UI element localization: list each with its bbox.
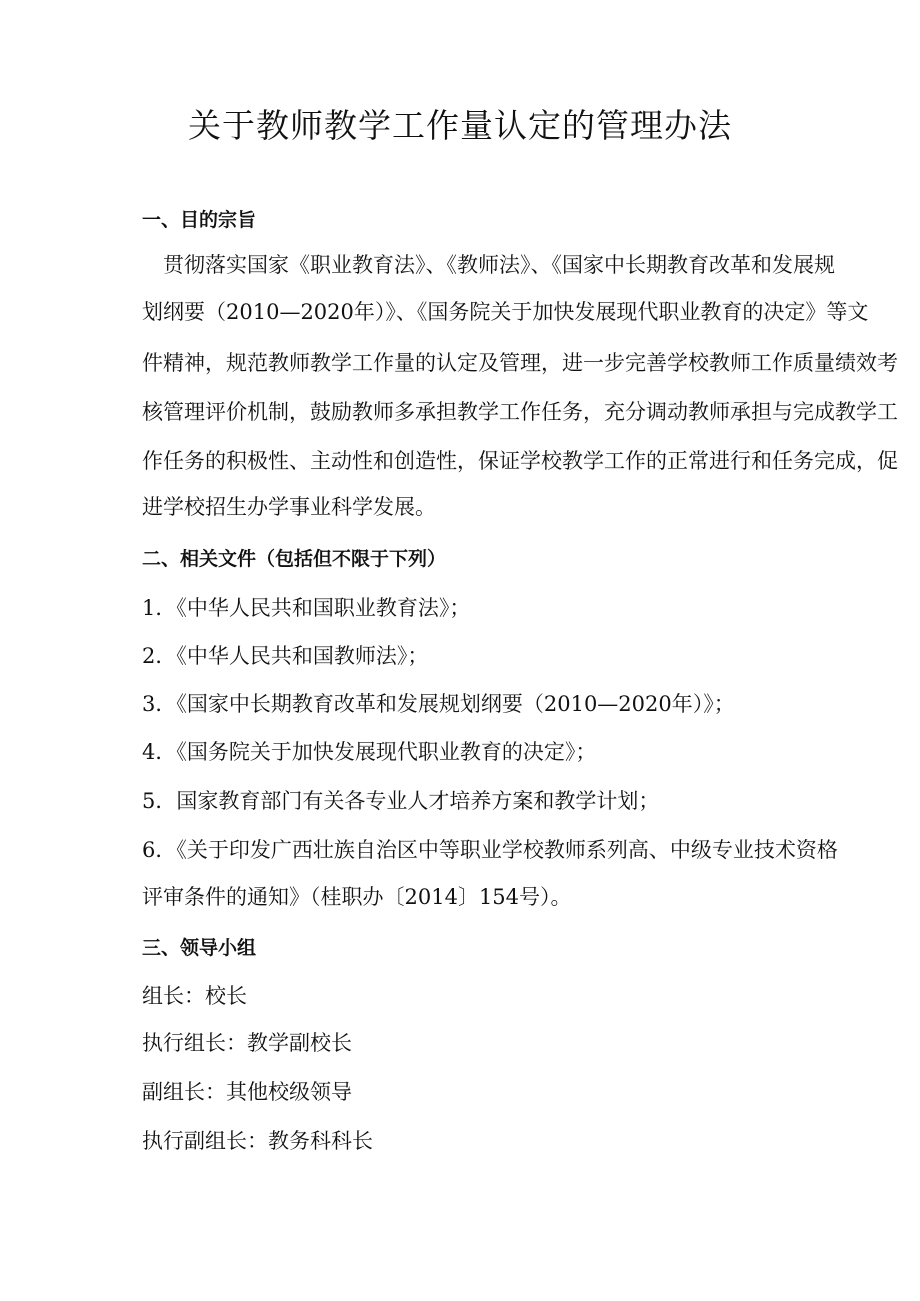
section-2-heading: 二、相关文件（包括但不限于下列） [142,548,447,570]
list-item: 评审条件的通知》（桂职办〔2014〕154号）。 [142,885,572,909]
section-1-line: 件精神，规范教师教学工作量的认定及管理，进一步完善学校教师工作质量绩效考 [142,351,898,375]
list-item: 执行副组长：教务科科长 [142,1129,373,1153]
section-1-line: 划纲要（2010—2020年）》、《国务院关于加快发展现代职业教育的决定》等文 [142,300,869,324]
section-1-line: 进学校招生办学事业科学发展。 [142,495,436,519]
list-item: 4．《国务院关于加快发展现代职业教育的决定》； [142,740,597,764]
list-item: 执行组长：教学副校长 [142,1031,352,1055]
section-1-heading: 一、目的宗旨 [142,209,257,231]
section-1-line: 贯彻落实国家《职业教育法》、《教师法》、《国家中长期教育改革和发展规 [142,253,835,277]
page-title: 关于教师教学工作量认定的管理办法 [188,106,732,145]
list-item: 副组长：其他校级领导 [142,1080,352,1104]
list-item: 5．国家教育部门有关各专业人才培养方案和教学计划； [142,789,660,813]
list-item: 3．《国家中长期教育改革和发展规划纲要（2010—2020年）》； [142,692,735,716]
section-3-heading: 三、领导小组 [142,937,257,959]
list-item: 1．《中华人民共和国职业教育法》； [142,596,471,620]
list-item: 6．《关于印发广西壮族自治区中等职业学校教师系列高、中级专业技术资格 [142,838,838,862]
section-1-line: 核管理评价机制，鼓励教师多承担教学工作任务，充分调动教师承担与完成教学工 [142,400,898,424]
list-item: 2．《中华人民共和国教师法》； [142,644,429,668]
list-item: 组长：校长 [142,984,247,1008]
section-1-line: 作任务的积极性、主动性和创造性，保证学校教学工作的正常进行和任务完成，促 [142,449,898,473]
